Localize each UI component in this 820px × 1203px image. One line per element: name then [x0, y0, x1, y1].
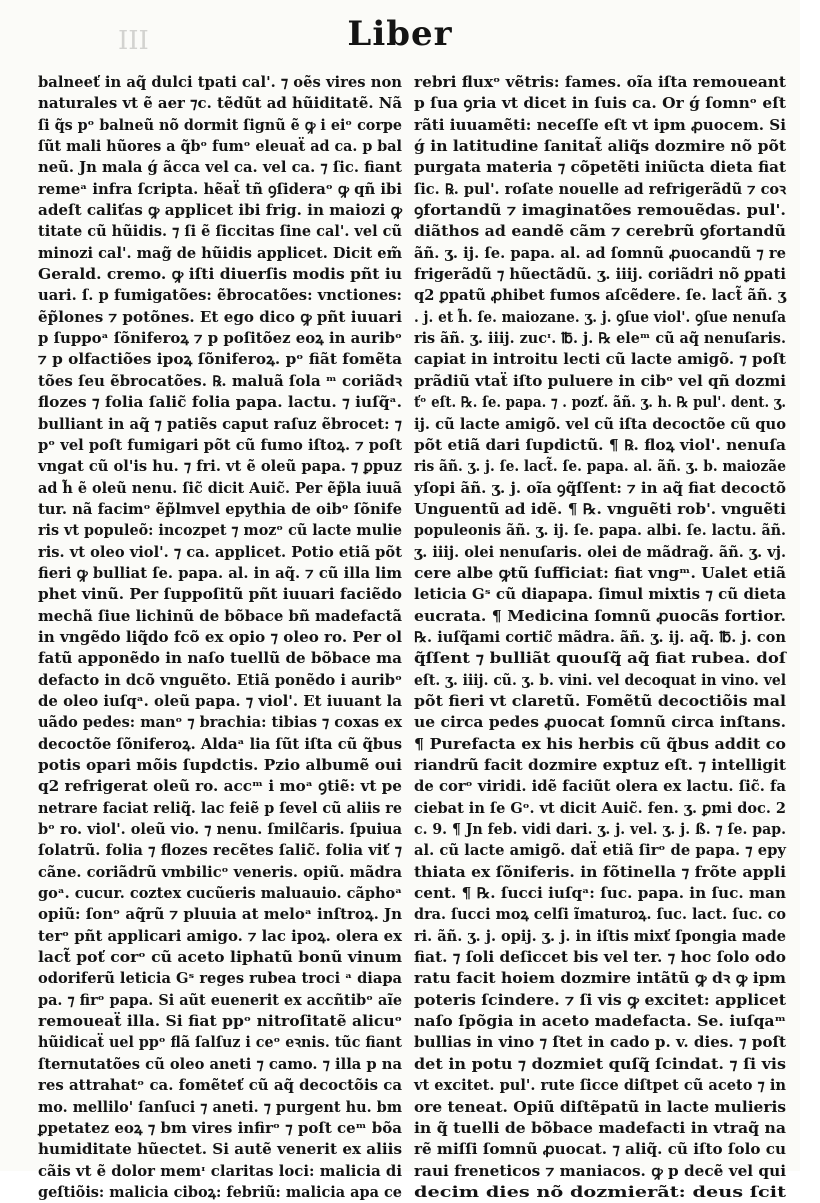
- right-column-line: [414, 1054, 786, 1075]
- right-column-line: [414, 819, 786, 840]
- line-text: cãne. coriãdrũ vmbilicᵒ veneris. opiũ. mãdra: [38, 863, 402, 881]
- left-column-line: [38, 478, 402, 499]
- left-column-line: [38, 584, 402, 605]
- left-column-line: [38, 776, 402, 797]
- line-text: ſolatrũ. folia ⁊ flozes recẽtes ſalic̃. folia viť ⁊: [38, 842, 402, 860]
- line-text: ¶ Purefacta ex his herbis cũ q̃bus addit co: [414, 735, 786, 753]
- left-column-line: [38, 563, 402, 584]
- line-text: fatũ apponẽdo in naſo tuellũ de bõbace ma: [38, 650, 402, 668]
- left-column-line: [38, 307, 402, 328]
- line-text: yſopi ãñ. ʒ. j. oĩa ꝯq̃ſſent: ⁊ in aq̃ fiat decoctõ: [414, 479, 786, 497]
- right-column-line: [414, 734, 786, 755]
- right-column-line: [414, 648, 786, 669]
- left-column-line: [38, 200, 402, 221]
- right-column-line: [414, 712, 786, 733]
- line-text: mo. mellilo' ſanſuci ⁊ aneti. ⁊ purgent hu. bm: [38, 1098, 402, 1116]
- right-column-line: [414, 264, 786, 285]
- line-text: c. 9. ¶ Jn feb. vidi dari. ʒ. j. vel. ʒ. j. ß. ⁊ ſe. pap.: [414, 821, 786, 839]
- line-text: lact̃ poť corᵒ cũ aceto liphatũ bonũ vinum: [38, 949, 402, 967]
- right-column-line: [414, 414, 786, 435]
- right-column-line: [414, 776, 786, 797]
- line-text: ꝑpetatez eoꝝ ⁊ bm vires infirᵒ ⁊ poſt ceᵐ bõa: [38, 1119, 402, 1137]
- line-text: ris vt populeõ: incozpet ⁊ mozᵒ cũ lacte mulie: [38, 522, 402, 540]
- line-text: thiata ex ſõniferis. in fõtinella ⁊ frõte appli: [414, 863, 786, 881]
- right-column-line: [414, 1011, 786, 1032]
- line-text: ris ãñ. ʒ. iiij. zucᶦ. ℔. j. ℞ eleᵐ cũ aq̃ nenuſaris.: [414, 330, 786, 348]
- line-text: fieri ꝙ bulliat ſe. papa. al. in aq̃. ⁊ cũ illa lim: [38, 564, 403, 582]
- right-column-line: [414, 926, 786, 947]
- right-column-line: [414, 93, 786, 114]
- line-text: riandrũ facit dozmire exptuz eſt. ⁊ intelligit: [414, 757, 786, 774]
- left-column: [38, 72, 402, 1203]
- left-column-line: [38, 968, 402, 989]
- right-column-line: [414, 456, 786, 477]
- line-text: ris ãñ. ʒ. j. ſe. lact̃. ſe. papa. al. ãñ. ʒ. b. maiozãe: [414, 458, 786, 476]
- right-column-line: [414, 670, 786, 691]
- right-column-line: [414, 904, 786, 925]
- line-text: p ſuppoᵃ ſõniferoꝝ ⁊ p poſitõez eoꝝ in auribᵒ: [38, 330, 402, 348]
- right-column: [414, 72, 786, 1203]
- left-column-line: [38, 883, 402, 904]
- line-text: neũ. Jn mala ǵ ãcca vel ca. vel ca. ⁊ ſic. fiant: [38, 159, 402, 177]
- line-text: ʒ. iiij. olei nenuſaris. olei de mãdrag̃. ãñ. ʒ. vj.: [414, 543, 786, 561]
- left-column-line: [38, 1118, 402, 1139]
- line-text: ore teneat. Opiũ diſtẽpatũ in lacte mulieris: [414, 1098, 786, 1116]
- line-text: cere albe ꝙtũ ſufficiat: fiat vngᵐ. Ualet etiã: [414, 564, 786, 582]
- line-text: ꝯfortandũ ⁊ imaginatões remouẽdas. pul'.: [414, 202, 786, 220]
- right-column-line: [414, 755, 786, 776]
- line-text: ſũt mali hũores a q̃bᵒ fumᵒ eleuaẗ ad ca. p bal: [38, 138, 402, 156]
- line-text: diãthos ad eandẽ cãm ⁊ cerebrũ ꝯfortandũ: [414, 223, 786, 241]
- line-text: populeonis ãñ. ʒ. ij. ſe. papa. albi. ſe. lactu. ãñ.: [414, 522, 786, 540]
- left-column-line: [38, 712, 402, 733]
- right-column-line: [414, 200, 786, 221]
- left-column-line: [38, 456, 402, 477]
- bleed-through-text: III: [118, 26, 149, 56]
- line-text: fiat. ⁊ ſoli deſiccet bis vel ter. ⁊ hoc ſolo odo: [414, 949, 786, 967]
- line-text: rãti iuuamẽti: neceſſe eſt vt ipm ꝓuocem. Si: [414, 116, 786, 134]
- right-column-line: [414, 115, 786, 136]
- line-text: balneeť in aq̃ dulci tpati cal'. ⁊ oẽs vires non: [38, 74, 402, 91]
- line-text: phet vinũ. Per ſuppoſitũ pñt iuuari faciẽdo: [38, 586, 402, 604]
- line-text: ciebat in ſe Gᵒ. vt dicit Auic̃. fen. ʒ. ꝑmi doc. 2: [414, 799, 786, 817]
- left-column-line: [38, 136, 402, 157]
- left-column-line: [38, 755, 402, 776]
- line-text: decim dies nõ dozmierãt: deus ſcit: [414, 1183, 786, 1201]
- line-text: ⁊ p olfactiões ipoꝝ ſõniferoꝝ. pᵒ fiãt fomẽta: [38, 351, 402, 369]
- line-text: goᵃ. cucur. coztex cucũeris maluauio. cãphoᵃ: [38, 885, 402, 903]
- left-column-line: [38, 1011, 402, 1032]
- right-column-line: [414, 72, 786, 93]
- line-text: pᵒ vel poſt fumigari põt cũ fumo iſtoꝝ. ⁊ poſt: [38, 436, 402, 454]
- line-text: leticia Gˢ cũ diapapa. ſimul mixtis ⁊ cũ dieta: [414, 586, 786, 604]
- left-column-line: [38, 392, 402, 413]
- line-text: cent. ¶ ℞. ſucci iuſqᵃ: ſuc. papa. in ſuc. man: [414, 885, 786, 903]
- line-text: uari. ſ. p fumigatões: ẽbrocatões: vnctiones:: [38, 287, 402, 305]
- line-text: vt excitet. pul'. rute ſicce diſtpet cũ aceto ⁊ in: [414, 1077, 786, 1095]
- line-text: res attrahatᵒ ca. fomẽteť cũ aq̃ decoctõis ca: [38, 1077, 402, 1095]
- line-text: de corᵒ viridi. idẽ faciũt olera ex lactu. ſic̃. fa: [414, 778, 786, 796]
- line-text: in vngẽdo liq̃do fcõ ex opio ⁊ oleo ro. Per ol: [38, 628, 402, 646]
- left-column-line: [38, 499, 402, 520]
- line-text: adeſt caliťas ꝙ applicet ibi frig. in maiozi ꝙ: [38, 202, 402, 220]
- left-column-line: [38, 734, 402, 755]
- right-column-line: [414, 1139, 786, 1160]
- left-column-line: [38, 627, 402, 648]
- left-column-line: [38, 349, 402, 370]
- line-text: rebri fluxᵒ vẽtris: fames. oĩa iſta remoueant: [414, 74, 786, 91]
- right-column-line: [414, 947, 786, 968]
- line-text: in q̃ tuelli de bõbace madefacti in vtraq̃ na: [414, 1119, 786, 1137]
- left-column-line: [38, 1161, 402, 1182]
- right-column-line: [414, 349, 786, 370]
- line-text: decoctõe ſõniferoꝝ. Aldaᵃ lia ſũt iſta cũ q̃bus: [38, 735, 402, 753]
- line-text: netrare faciat reliq̃. lac feiẽ p ſevel cũ aliis re: [38, 799, 402, 817]
- line-text: ſternutatões cũ oleo aneti ⁊ camo. ⁊ illa p na: [38, 1055, 403, 1073]
- line-text: ris. vt oleo viol'. ⁊ ca. applicet. Potio etiã põt: [38, 543, 402, 561]
- right-column-line: [414, 1097, 786, 1118]
- line-text: opiũ: ſonᵒ aq̃rũ ⁊ pluuia at meloᵃ inſtroꝝ. Jn: [38, 906, 402, 924]
- right-column-line: [414, 542, 786, 563]
- left-column-line: [38, 1075, 402, 1096]
- line-text: remeᵃ infra ſcripta. hẽaẗ tñ ꝯſideraᵒ ꝙ qñ ibi: [38, 180, 402, 198]
- line-text: ratu facit hoiem dozmire intãtũ ꝙ dꝛ ꝙ ipm: [414, 970, 786, 988]
- line-text: tões ſeu ẽbrocatões. ℞. maluã ſola ᵐ coriãdꝛ: [38, 372, 402, 390]
- left-column-line: [38, 862, 402, 883]
- line-text: flozes ⁊ folia ſalic̃ folia papa. lactu. ⁊ iuſq̃ᵃ.: [38, 394, 403, 412]
- line-text: ẽp̃lones ⁊ potõnes. Et ego dico ꝙ pñt iuuari: [38, 308, 402, 326]
- right-column-line: [414, 307, 786, 328]
- line-text: hũidicaẗ uel ppᵒ flã ſalſuz i ceᵒ eꝛnis. tũc fiant: [38, 1034, 402, 1052]
- right-column-line: [414, 136, 786, 157]
- left-column-line: [38, 606, 402, 627]
- right-column-line: [414, 157, 786, 178]
- line-text: mechã ſiue lichinũ de bõbace bñ madefactã: [38, 607, 402, 625]
- right-column-line: [414, 328, 786, 349]
- line-text: tur. nã facimᵒ ẽp̃lmvel epythia de oibᵒ ſõnife: [38, 500, 402, 518]
- line-text: ri. ãñ. ʒ. j. opij. ʒ. j. in iſtis mixť ſpongia made: [414, 927, 786, 945]
- line-text: ǵ in latitudine ſanitat̃ aliq̃s dozmire nõ põt: [414, 138, 786, 156]
- left-column-line: [38, 264, 402, 285]
- left-column-line: [38, 542, 402, 563]
- line-text: defacto in dcõ vnguẽto. Etiã ponẽdo i auribᵒ: [38, 671, 402, 689]
- line-text: titate cũ hũidis. ⁊ ſi ẽ ſiccitas ſine cal'. vel cũ: [38, 223, 402, 241]
- right-column-line: [414, 520, 786, 541]
- line-text: geſtiõis: malicia ciboꝝ: febriũ: malicia apa ce: [38, 1183, 402, 1201]
- line-text: eſt. ʒ. iiij. cũ. ʒ. b. vini. vel decoquat in vino. vel: [414, 671, 786, 689]
- running-head: Liber: [347, 14, 453, 54]
- right-column-line: [414, 862, 786, 883]
- left-column-line: [38, 1097, 402, 1118]
- line-text: q2 refrigerat oleũ ro. accᵐ i moᵃ ꝯtiẽ: vt pe: [38, 778, 403, 796]
- line-text: remoueaẗ illa. Si fiat ppᵒ nitroſitatẽ alicuᵒ: [38, 1013, 403, 1031]
- left-column-line: [38, 328, 402, 349]
- line-text: uãdo pedes: manᵒ ⁊ brachia: tibias ⁊ coxas ex: [38, 714, 402, 732]
- left-column-line: [38, 243, 402, 264]
- left-column-line: [38, 115, 402, 136]
- left-column-line: [38, 798, 402, 819]
- right-column-line: [414, 285, 786, 306]
- right-column-line: [414, 883, 786, 904]
- line-text: bullias in vino ⁊ ſtet in cado p. v. dies. ⁊ poſt: [414, 1034, 786, 1052]
- right-column-line: [414, 990, 786, 1011]
- line-text: det in potu ⁊ dozmiet quſq̃ ſcindat. ⁊ ſi vis: [414, 1055, 786, 1073]
- right-column-line: [414, 627, 786, 648]
- line-text: ad h̃ ẽ oleũ nenu. ſic̃ dicit Auic̃. Per ẽp̃la iuuã: [38, 479, 402, 497]
- left-column-line: [38, 371, 402, 392]
- line-text: ſic. ℞. pul'. roſate nouelle ad refrigerãdũ ⁊ coꝛ: [414, 180, 786, 198]
- right-column-line: [414, 968, 786, 989]
- line-text: de oleo iuſqᵃ. oleũ papa. ⁊ viol'. Et iuuant la: [38, 692, 402, 710]
- line-text: põt etiã dari ſupdictũ. ¶ ℞. floꝝ viol'. nenuſa: [414, 436, 786, 454]
- line-text: p ſua ꝯria vt dicet in ſuis ca. Or ǵ ſomnᵒ eſt: [414, 95, 786, 113]
- right-column-line: [414, 840, 786, 861]
- left-column-line: [38, 1182, 402, 1203]
- line-text: ℞. iuſq̃ami cortic̃ mãdra. ãñ. ʒ. ij. aq̃. ℔. j. con: [414, 628, 786, 646]
- right-column-line: [414, 243, 786, 264]
- line-text: ue circa pedes ꝓuocat ſomnũ circa inſtans.: [414, 714, 786, 732]
- right-column-line: [414, 435, 786, 456]
- left-column-line: [38, 648, 402, 669]
- left-column-line: [38, 414, 402, 435]
- line-text: capiat in introitu lecti cũ lacte amigõ. ⁊ poſt: [414, 351, 786, 369]
- line-text: naturales vt ẽ aer ⁊c. tẽdũt ad hũiditatẽ. Nã: [38, 95, 402, 113]
- right-column-line: [414, 478, 786, 499]
- right-column-line: [414, 1182, 786, 1203]
- right-column-line: [414, 392, 786, 413]
- line-text: bᵒ ro. viol'. oleũ vio. ⁊ nenu. ſmilc̃aris. ſpuiua: [38, 821, 402, 839]
- line-text: terᵒ pñt applicari amigo. ⁊ lac ipoꝝ. olera ex: [38, 927, 403, 945]
- right-column-line: [414, 1118, 786, 1139]
- line-text: raui freneticos ⁊ maniacos. ꝙ p decẽ vel qui: [414, 1162, 786, 1180]
- line-text: eucrata. ¶ Medicina ſomnũ ꝓuocãs fortior.: [414, 607, 786, 625]
- right-column-line: [414, 1161, 786, 1182]
- line-text: ãñ. ʒ. ij. ſe. papa. al. ad ſomnũ ꝓuocandũ ⁊ re: [414, 244, 786, 262]
- right-column-line: [414, 1075, 786, 1096]
- line-text: q̃ſſent ⁊ bulliãt quouſq̃ aq̃ fiat rubea. doſ: [414, 650, 786, 668]
- left-column-line: [38, 520, 402, 541]
- line-text: al. cũ lacte amigõ. daẗ etiã ſirᵒ de papa. ⁊ epy: [414, 842, 786, 860]
- line-text: ij. cũ lacte amigõ. vel cũ iſta decoctõe cũ quo: [414, 415, 786, 433]
- left-column-line: [38, 72, 402, 93]
- left-column-line: [38, 285, 402, 306]
- line-text: rẽ miſſi ſomnũ ꝓuocat. ⁊ aliq̃. cũ iſto ſolo cu: [414, 1141, 786, 1159]
- right-column-line: [414, 584, 786, 605]
- left-column-line: [38, 93, 402, 114]
- right-column-line: [414, 563, 786, 584]
- line-text: q2 ꝑpatũ ꝓhibet fumos aſcẽdere. ſe. lact̃ ãñ. ʒ: [414, 287, 786, 305]
- left-column-line: [38, 157, 402, 178]
- line-text: dra. ſucci moꝝ celſi ĩmaturoꝝ. ſuc. lact. ſuc. co: [414, 906, 786, 924]
- right-column-line: [414, 1032, 786, 1053]
- right-column-line: [414, 691, 786, 712]
- left-column-line: [38, 221, 402, 242]
- line-text: prãdiũ vtaẗ iſto puluere in cibᵒ vel qñ dozmi: [414, 372, 786, 390]
- line-text: vngat cũ ol'is hu. ⁊ fri. vt ẽ oleũ papa. ⁊ ꝑpuz: [38, 458, 402, 476]
- left-column-line: [38, 926, 402, 947]
- line-text: cãis vt ẽ dolor memᶦ claritas loci: malicia di: [38, 1162, 402, 1180]
- left-column-line: [38, 179, 402, 200]
- line-text: minozi cal'. mag̃ de hũidis applicet. Dicit em̃: [38, 244, 402, 262]
- line-text: poteris ſcindere. ⁊ ſi vis ꝙ excitet: applicet: [414, 991, 786, 1009]
- right-column-line: [414, 606, 786, 627]
- line-text: Unguentũ ad idẽ. ¶ ℞. vnguẽti rob'. vnguẽti: [414, 500, 786, 518]
- left-column-line: [38, 670, 402, 691]
- line-text: ťᵒ eſt. ℞. ſe. papa. ⁊ . pozť. ãñ. ʒ. h. ℞ pul'. dent. ʒ.: [414, 394, 786, 412]
- left-column-line: [38, 990, 402, 1011]
- line-text: pa. ⁊ firᵒ papa. Si aũt euenerit ex accñtibᵒ aĩe: [38, 991, 402, 1009]
- line-text: põt fieri vt claretũ. Fomẽtũ decoctiõis mal: [414, 692, 786, 710]
- left-column-line: [38, 1054, 402, 1075]
- line-text: naſo ſpõgia in aceto madefacta. Se. iuſqaᵐ: [414, 1013, 786, 1031]
- line-text: ſi q̃s pᵒ balneũ nõ dormit ſignũ ẽ ꝙ i eiᵒ corpe: [38, 116, 402, 134]
- right-column-line: [414, 371, 786, 392]
- left-column-line: [38, 819, 402, 840]
- line-text: . j. et h̃. ſe. maiozane. ʒ. j. ꝯſue viol'. ꝯſue nenuſa: [414, 308, 786, 326]
- line-text: odoriferũ leticia Gˢ reges rubea troci ᵃ diapa: [38, 970, 402, 988]
- right-column-line: [414, 499, 786, 520]
- left-column-line: [38, 947, 402, 968]
- line-text: Gerald. cremo. ꝙ iſti diuerſis modis pñt iu: [38, 266, 402, 284]
- line-text: frigerãdũ ⁊ hũectãdũ. ʒ. iiij. coriãdri nõ ꝑpati: [414, 266, 786, 284]
- left-column-line: [38, 691, 402, 712]
- line-text: humiditate hũectet. Si autẽ venerit ex aliis: [38, 1141, 402, 1159]
- right-column-line: [414, 179, 786, 200]
- left-column-line: [38, 1032, 402, 1053]
- line-text: potis opari mõis ſupdctis. Pzio albumẽ oui: [38, 757, 402, 774]
- line-text: purgata materia ⁊ cõpetẽti iniũcta dieta fiat: [414, 159, 786, 177]
- line-text: bulliant in aq̃ ⁊ patiẽs caput raſuz ẽbrocet: ⁊: [38, 415, 403, 433]
- right-column-line: [414, 798, 786, 819]
- left-column-line: [38, 840, 402, 861]
- left-column-line: [38, 1139, 402, 1160]
- right-column-line: [414, 221, 786, 242]
- left-column-line: [38, 435, 402, 456]
- left-column-line: [38, 904, 402, 925]
